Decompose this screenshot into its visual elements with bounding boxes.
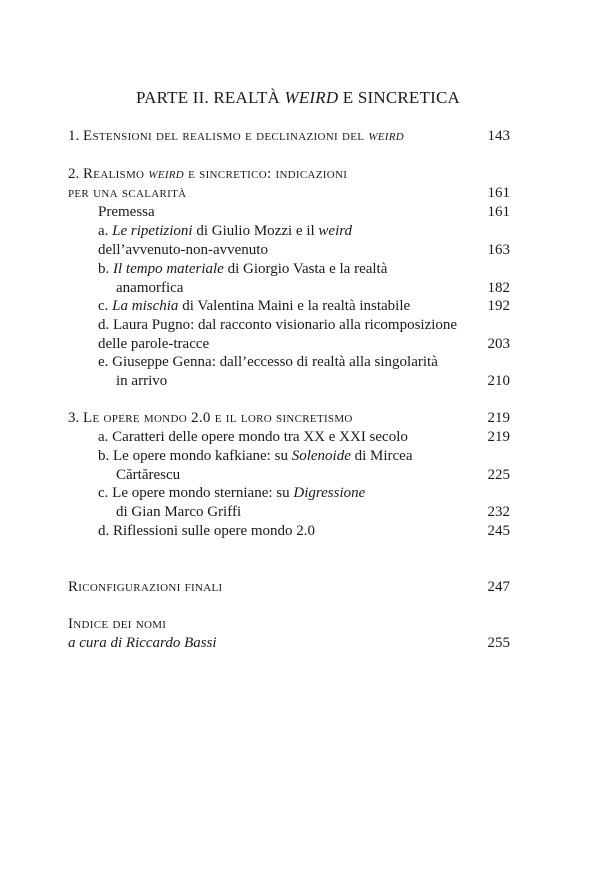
page-number: 161 xyxy=(487,185,510,201)
entry-title: d. Riflessioni sulle opere mondo 2.0 xyxy=(98,523,316,539)
entry-title-line2: Cărtărescu xyxy=(116,467,181,483)
toc-entry-3d[interactable] xyxy=(98,522,510,541)
toc-entry-2e[interactable] xyxy=(98,353,510,391)
entry-title-italic: La mischia xyxy=(112,298,179,314)
entry-title: Estensioni del realismo e declinazioni del xyxy=(83,128,369,144)
entry-title: di Valentina Maini e la realtà instabile xyxy=(178,298,411,314)
entry-number: 1. xyxy=(68,128,83,144)
page-number: 210 xyxy=(487,373,510,389)
entry-title-italic: Le ripetizioni xyxy=(112,223,193,239)
toc-entry-2a[interactable] xyxy=(98,222,510,260)
page-number: 219 xyxy=(487,410,510,426)
toc-entry-2b[interactable] xyxy=(98,260,510,298)
entry-title-line2: anamorfica xyxy=(116,280,184,296)
entry-title: d. Laura Pugno: dal racconto visionario alla ricomposizione xyxy=(98,317,458,333)
page-number: 225 xyxy=(487,467,510,483)
part-title xyxy=(0,88,596,108)
entry-title-cont: di Mircea xyxy=(350,448,413,464)
page-number: 192 xyxy=(487,298,510,314)
page-number: 247 xyxy=(487,579,510,595)
entry-letter: a. xyxy=(98,223,113,239)
entry-subtitle: a cura di Riccardo Bassi xyxy=(68,635,217,651)
entry-number: 3. xyxy=(68,410,83,426)
entry-title-line2: delle parole-tracce xyxy=(98,336,210,352)
entry-title: c. Le opere mondo sterniane: su xyxy=(98,485,294,501)
part-title-suffix: E SINCRETICA xyxy=(338,88,460,107)
entry-number: 2. xyxy=(68,166,83,182)
entry-letter: b. xyxy=(98,261,113,277)
entry-title-italic: Il tempo materiale xyxy=(113,261,224,277)
entry-title: b. Le opere mondo kafkiane: su xyxy=(98,448,292,464)
page-number: 232 xyxy=(487,504,510,520)
entry-title: Le opere mondo 2.0 e il loro sincretismo xyxy=(83,410,353,426)
toc-entry-2d[interactable] xyxy=(98,316,510,354)
toc-entry-1[interactable] xyxy=(68,127,510,146)
toc-entry-2[interactable] xyxy=(68,165,510,203)
page-number: 182 xyxy=(487,280,510,296)
page-number: 143 xyxy=(487,128,510,144)
page-number: 255 xyxy=(487,635,510,651)
page-number: 203 xyxy=(487,336,510,352)
toc-entry-3[interactable] xyxy=(68,409,510,428)
entry-title-cont: e sincretico: indicazioni xyxy=(184,166,348,182)
toc-entry-3b[interactable] xyxy=(98,447,510,485)
entry-title: a. Caratteri delle opere mondo tra XX e XXI secolo xyxy=(98,429,408,445)
entry-title-line2: dell’avvenuto-non-avvenuto xyxy=(98,242,268,258)
entry-title-italic: weird xyxy=(148,166,185,182)
entry-title: Riconfigurazioni finali xyxy=(68,579,223,595)
entry-title: di Giorgio Vasta e la realtà xyxy=(223,261,388,277)
entry-title: Premessa xyxy=(98,204,155,220)
toc-entry-indice[interactable] xyxy=(68,615,510,653)
page-number: 161 xyxy=(487,204,510,220)
entry-title-line2: in arrivo xyxy=(116,373,168,389)
entry-title: Realismo xyxy=(83,166,149,182)
entry-title-italic: Digressione xyxy=(293,485,366,501)
page-number: 245 xyxy=(487,523,510,539)
toc-entry-riconfigurazioni[interactable] xyxy=(68,578,510,597)
part-title-prefix: PARTE II. REALTÀ xyxy=(136,88,285,107)
entry-title-line2: di Gian Marco Griffi xyxy=(116,504,242,520)
entry-title: Indice dei nomi xyxy=(68,616,167,632)
page-number: 219 xyxy=(487,429,510,445)
entry-title-italic: weird xyxy=(318,223,353,239)
page-number: 163 xyxy=(487,242,510,258)
entry-title: e. Giuseppe Genna: dall’eccesso di realtà alla singolarità xyxy=(98,354,438,370)
entry-letter: c. xyxy=(98,298,113,314)
entry-title: di Giulio Mozzi e il xyxy=(192,223,319,239)
entry-title-italic: Solenoide xyxy=(291,448,351,464)
entry-title-italic: weird xyxy=(368,128,405,144)
entry-title-line2: per una scalarità xyxy=(68,185,187,201)
toc-entry-3a[interactable] xyxy=(98,428,510,447)
toc-entry-2c[interactable] xyxy=(98,297,510,316)
toc-entry-3c[interactable] xyxy=(98,484,510,522)
part-title-italic: WEIRD xyxy=(284,88,339,107)
toc-entry-2-premessa[interactable] xyxy=(98,203,510,222)
